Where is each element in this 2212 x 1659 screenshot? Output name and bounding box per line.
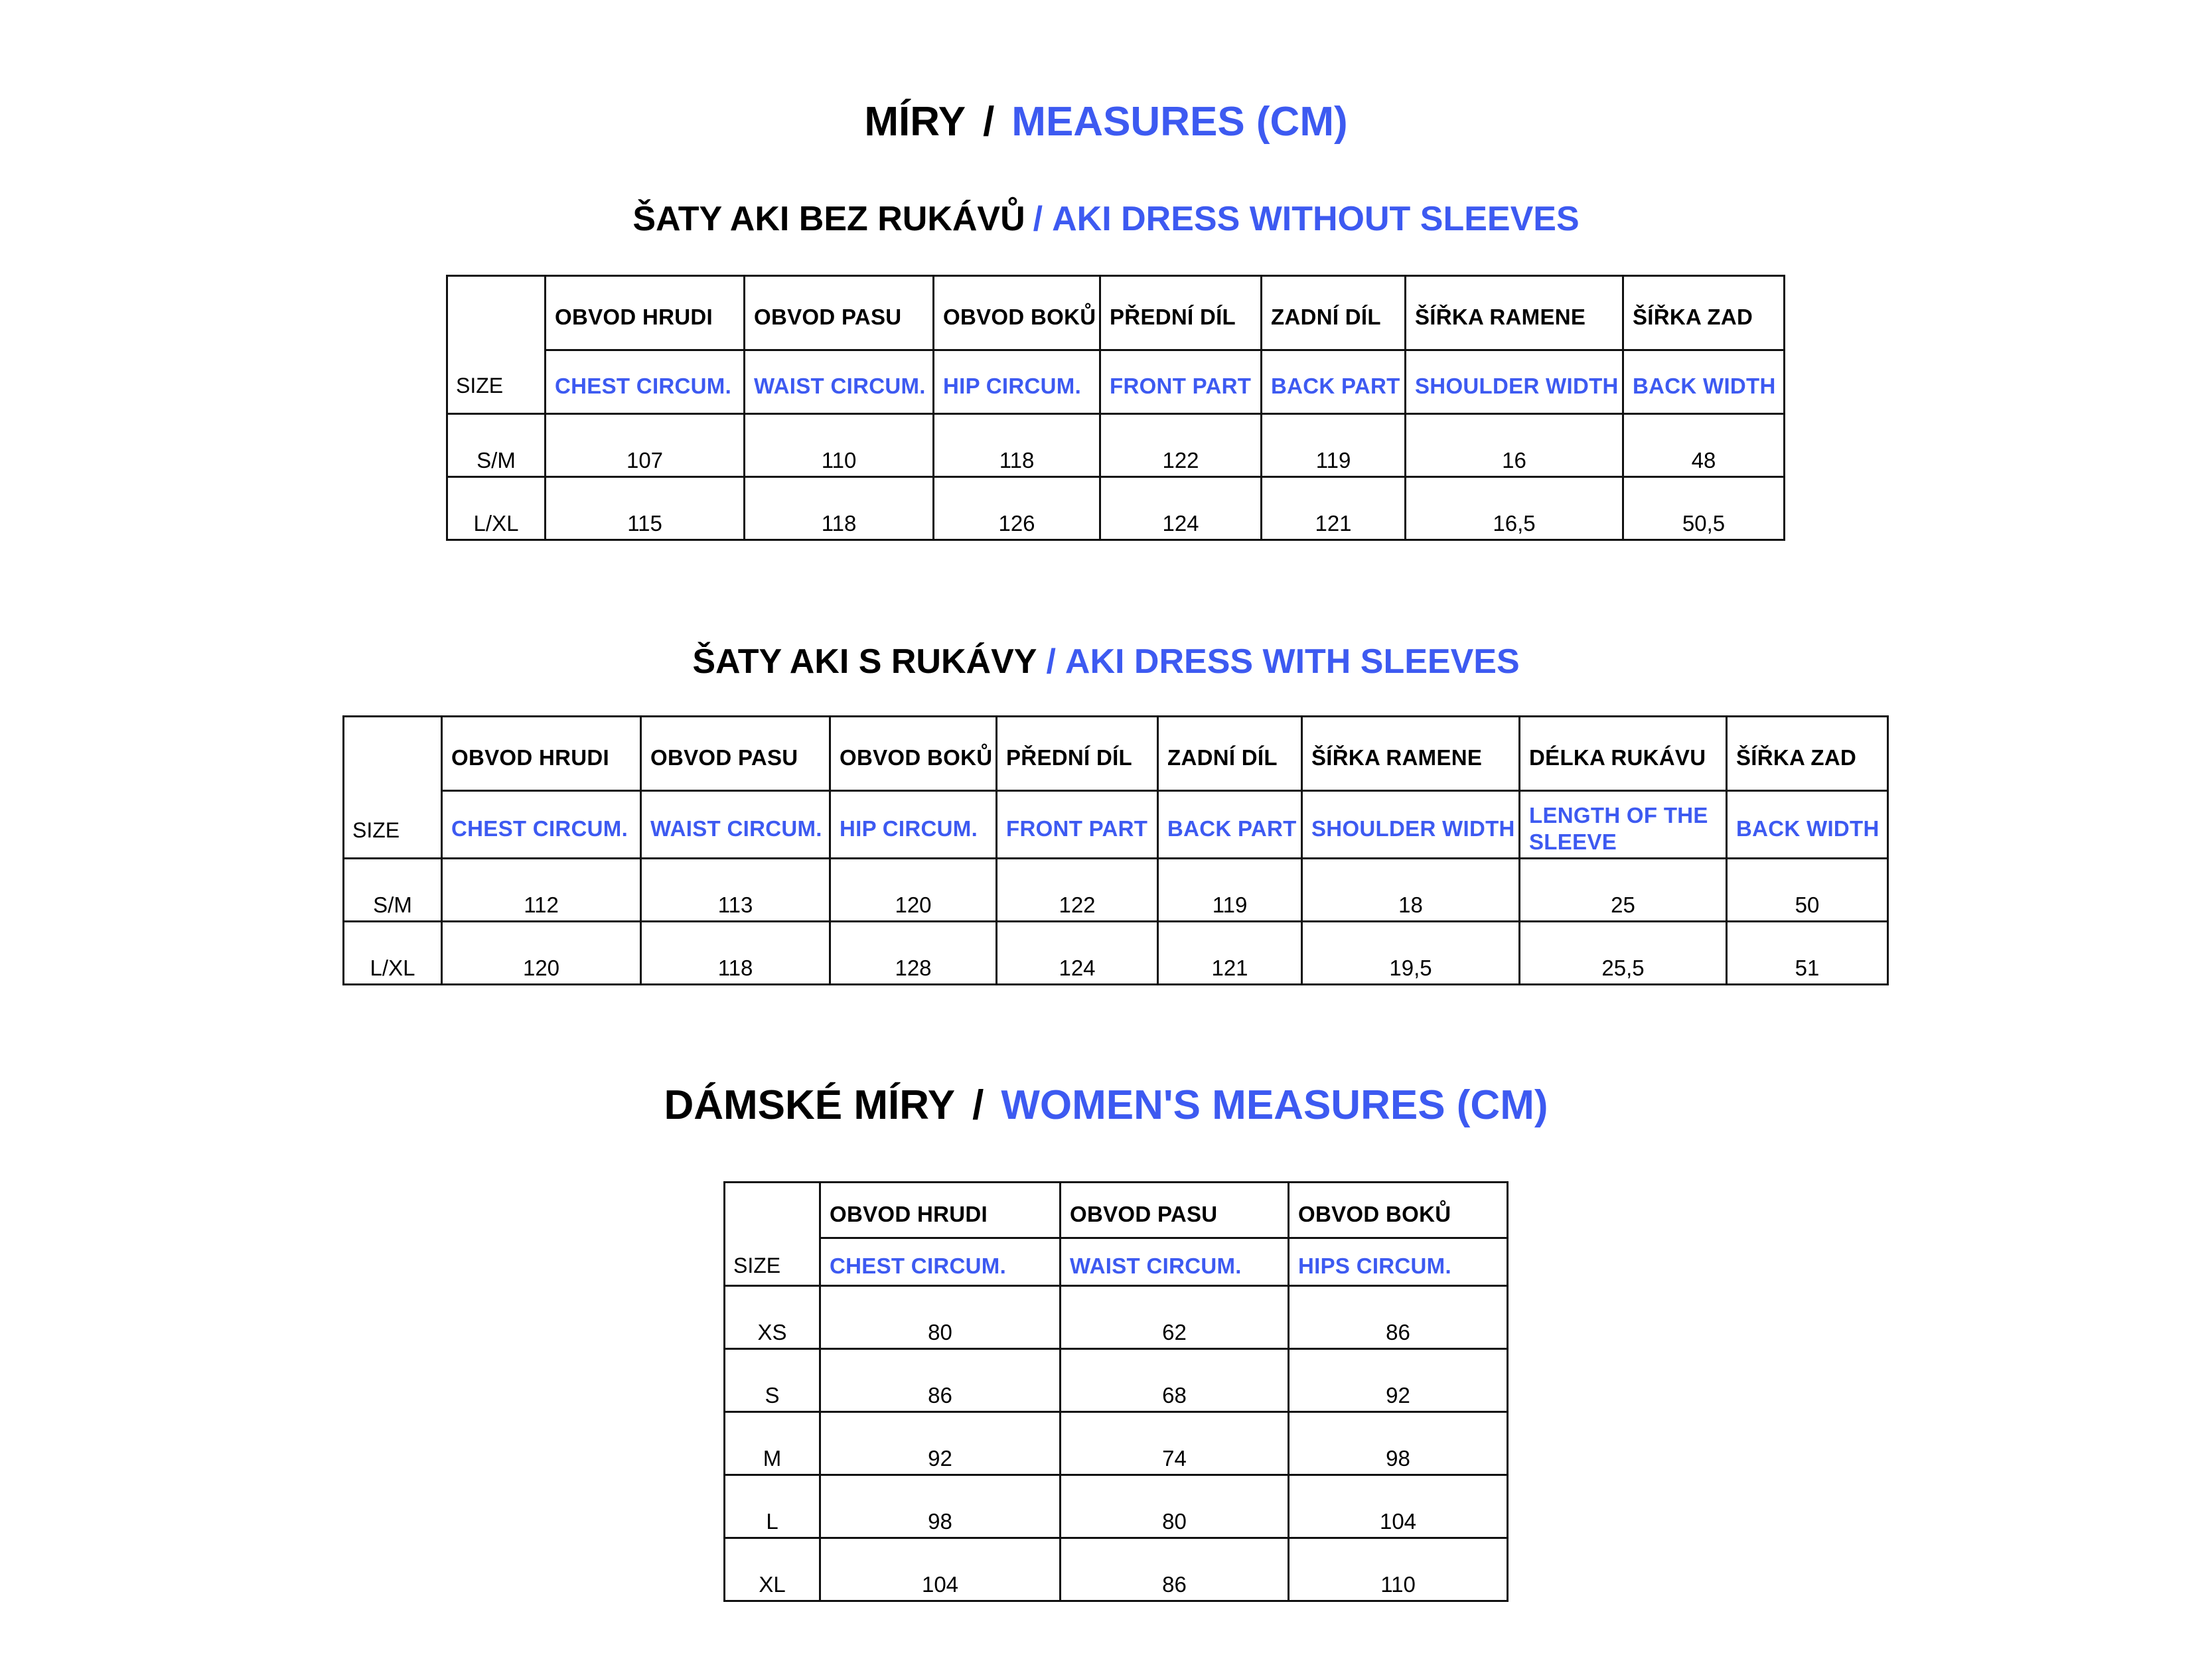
title-separator: / [983, 99, 995, 145]
cell-value: 122 [997, 859, 1158, 922]
cell-value: 92 [1289, 1349, 1508, 1412]
cell-value: 25 [1520, 859, 1727, 922]
cell-value: 121 [1262, 477, 1406, 540]
row-size: S/M [447, 414, 546, 477]
cell-value: 80 [1061, 1475, 1289, 1538]
table-row [447, 414, 1785, 477]
table3-heading-separator: / [972, 1082, 984, 1128]
cell-value: 50,5 [1623, 477, 1785, 540]
cell-value: 62 [1061, 1286, 1289, 1349]
column-header-cz: ŠÍŘKA RAMENE [1406, 276, 1623, 350]
cell-value: 113 [641, 859, 830, 922]
table-row [725, 1286, 1508, 1349]
size-header-cell [725, 1183, 820, 1286]
table1-heading [0, 199, 2212, 239]
size-label: SIZE [352, 818, 400, 842]
cell-value: 118 [934, 414, 1100, 477]
column-header-cz: ŠÍŘKA ZAD [1623, 276, 1785, 350]
column-header-en: CHEST CIRCUM. [442, 791, 641, 859]
column-header-en: BACK WIDTH [1727, 791, 1888, 859]
cell-value: 48 [1623, 414, 1785, 477]
column-header-cz: ŠÍŘKA ZAD [1727, 717, 1888, 791]
row-size: XL [725, 1538, 820, 1601]
row-size: L [725, 1475, 820, 1538]
cell-value: 104 [820, 1538, 1061, 1601]
table-row [447, 477, 1785, 540]
size-header-cell [344, 717, 442, 859]
cell-value: 25,5 [1520, 922, 1727, 985]
cell-value: 122 [1100, 414, 1262, 477]
column-header-cz: ZADNÍ DÍL [1262, 276, 1406, 350]
cell-value: 120 [830, 859, 997, 922]
cell-value: 74 [1061, 1412, 1289, 1475]
size-label: SIZE [733, 1254, 781, 1277]
table-row [725, 1349, 1508, 1412]
column-header-en: WAIST CIRCUM. [745, 350, 934, 414]
table-row [344, 859, 1888, 922]
cell-value: 86 [1289, 1286, 1508, 1349]
column-header-en: BACK WIDTH [1623, 350, 1785, 414]
table-dress-without-sleeves [446, 275, 1785, 541]
cell-value: 119 [1262, 414, 1406, 477]
column-header-cz: OBVOD PASU [1061, 1183, 1289, 1238]
column-header-cz: OBVOD PASU [641, 717, 830, 791]
row-size: XS [725, 1286, 820, 1349]
column-header-cz: PŘEDNÍ DÍL [1100, 276, 1262, 350]
row-size: L/XL [344, 922, 442, 985]
column-header-en: CHEST CIRCUM. [546, 350, 745, 414]
column-header-en: CHEST CIRCUM. [820, 1238, 1061, 1286]
column-header-cz: PŘEDNÍ DÍL [997, 717, 1158, 791]
column-header-cz: OBVOD BOKŮ [934, 276, 1100, 350]
column-header-en: FRONT PART [1100, 350, 1262, 414]
cell-value: 126 [934, 477, 1100, 540]
cell-value: 86 [820, 1349, 1061, 1412]
column-header-cz: OBVOD BOKŮ [830, 717, 997, 791]
cell-value: 118 [641, 922, 830, 985]
column-header-cz: OBVOD HRUDI [546, 276, 745, 350]
column-header-en: WAIST CIRCUM. [1061, 1238, 1289, 1286]
table-dress-with-sleeves [342, 715, 1889, 985]
cell-value: 92 [820, 1412, 1061, 1475]
page-title-en: MEASURES (CM) [1011, 99, 1348, 145]
page-title-cz: MÍRY [864, 99, 966, 145]
column-header-cz: ZADNÍ DÍL [1158, 717, 1302, 791]
table3-heading [0, 1082, 2212, 1129]
cell-value: 119 [1158, 859, 1302, 922]
table-row [725, 1412, 1508, 1475]
column-header-cz: OBVOD HRUDI [820, 1183, 1061, 1238]
column-header-cz: OBVOD BOKŮ [1289, 1183, 1508, 1238]
cell-value: 124 [997, 922, 1158, 985]
cell-value: 98 [1289, 1412, 1508, 1475]
cell-value: 112 [442, 859, 641, 922]
table1-heading-separator: / [1033, 200, 1043, 238]
cell-value: 110 [745, 414, 934, 477]
row-size: M [725, 1412, 820, 1475]
column-header-en: HIP CIRCUM. [830, 791, 997, 859]
cell-value: 118 [745, 477, 934, 540]
column-header-en: LENGTH OF THE SLEEVE [1520, 791, 1727, 859]
cell-value: 16,5 [1406, 477, 1623, 540]
column-header-en: SHOULDER WIDTH [1302, 791, 1520, 859]
cell-value: 50 [1727, 859, 1888, 922]
table1-heading-cz: ŠATY AKI BEZ RUKÁVŮ [632, 200, 1025, 238]
row-size: S/M [344, 859, 442, 922]
table2-heading [0, 642, 2212, 682]
table2-heading-en: AKI DRESS WITH SLEEVES [1065, 642, 1520, 681]
table-womens-measures [723, 1181, 1509, 1602]
cell-value: 98 [820, 1475, 1061, 1538]
column-header-en: BACK PART [1158, 791, 1302, 859]
cell-value: 107 [546, 414, 745, 477]
cell-value: 86 [1061, 1538, 1289, 1601]
table2-heading-separator: / [1046, 642, 1056, 681]
cell-value: 128 [830, 922, 997, 985]
row-size: L/XL [447, 477, 546, 540]
column-header-cz: OBVOD HRUDI [442, 717, 641, 791]
table-row [725, 1538, 1508, 1601]
cell-value: 51 [1727, 922, 1888, 985]
cell-value: 110 [1289, 1538, 1508, 1601]
table3-heading-en: WOMEN'S MEASURES (CM) [1001, 1082, 1548, 1128]
cell-value: 16 [1406, 414, 1623, 477]
column-header-en: WAIST CIRCUM. [641, 791, 830, 859]
size-label: SIZE [456, 374, 504, 397]
cell-value: 115 [546, 477, 745, 540]
column-header-en: SHOULDER WIDTH [1406, 350, 1623, 414]
cell-value: 18 [1302, 859, 1520, 922]
column-header-cz: DÉLKA RUKÁVU [1520, 717, 1727, 791]
column-header-cz: ŠÍŘKA RAMENE [1302, 717, 1520, 791]
column-header-en: BACK PART [1262, 350, 1406, 414]
cell-value: 121 [1158, 922, 1302, 985]
cell-value: 19,5 [1302, 922, 1520, 985]
table2-heading-cz: ŠATY AKI S RUKÁVY [692, 642, 1037, 681]
column-header-en: HIP CIRCUM. [934, 350, 1100, 414]
table-row [725, 1475, 1508, 1538]
column-header-en: FRONT PART [997, 791, 1158, 859]
cell-value: 68 [1061, 1349, 1289, 1412]
column-header-en: HIPS CIRCUM. [1289, 1238, 1508, 1286]
table3-heading-cz: DÁMSKÉ MÍRY [664, 1082, 956, 1128]
table1-heading-en: AKI DRESS WITHOUT SLEEVES [1052, 200, 1580, 238]
cell-value: 80 [820, 1286, 1061, 1349]
table-row [344, 922, 1888, 985]
cell-value: 104 [1289, 1475, 1508, 1538]
column-header-cz: OBVOD PASU [745, 276, 934, 350]
cell-value: 124 [1100, 477, 1262, 540]
cell-value: 120 [442, 922, 641, 985]
size-header-cell [447, 276, 546, 414]
page-title [0, 98, 2212, 145]
row-size: S [725, 1349, 820, 1412]
